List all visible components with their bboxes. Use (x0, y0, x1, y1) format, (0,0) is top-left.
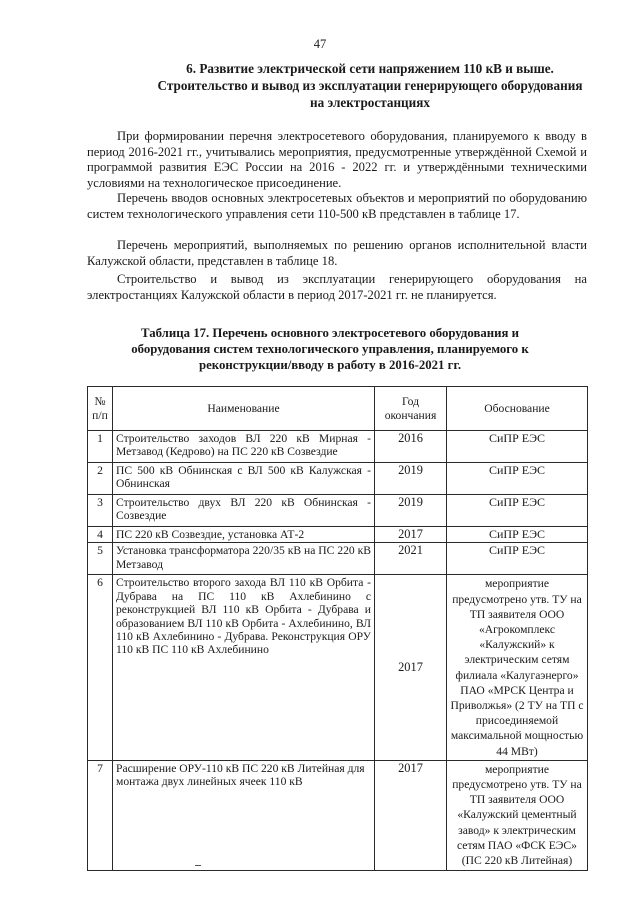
row-year: 2017 (375, 527, 447, 543)
page-number: 47 (313, 37, 327, 51)
row-name: Расширение ОРУ-110 кВ ПС 220 кВ Литейная для монтажа двух линейных ячеек 110 кВ (113, 760, 375, 870)
row-name: Установка трансформатора 220/35 кВ на ПС 220 кВ Метзавод (113, 543, 375, 575)
row-basis: СиПР ЕЭС (447, 431, 588, 463)
paragraph-generation (87, 272, 587, 303)
paragraph-text: Строительство и вывод из эксплуатации генерирующего оборудования на электростанциях Калужской области в период 2017-2021 гг. не планируется. (87, 272, 587, 302)
row-number: 5 (88, 543, 113, 575)
row-number: 1 (88, 431, 113, 463)
header-basis: Обоснование (447, 387, 588, 431)
row-number: 2 (88, 463, 113, 495)
paragraph-table-17-ref (87, 191, 587, 222)
row-name: ПС 220 кВ Созвездие, установка АТ-2 (113, 527, 375, 543)
row-year: 2016 (375, 431, 447, 463)
table-row (88, 527, 588, 543)
row-name: Строительство заходов ВЛ 220 кВ Мирная - Метзавод (Кедрово) на ПС 220 кВ Созвездие (113, 431, 375, 463)
row-year: 2019 (375, 463, 447, 495)
header-name: Наименование (113, 387, 375, 431)
row-basis: СиПР ЕЭС (447, 527, 588, 543)
table-header-row (88, 387, 588, 431)
table-row (88, 431, 588, 463)
paragraph-table-18-ref (87, 238, 587, 269)
row-number: 6 (88, 575, 113, 760)
scan-mark (195, 865, 201, 866)
table-row (88, 543, 588, 575)
row-year: 2017 (375, 760, 447, 870)
row-year: 2017 (375, 575, 447, 760)
row-number: 3 (88, 495, 113, 527)
paragraph-equipment-list (87, 129, 587, 191)
row-basis: СиПР ЕЭС (447, 543, 588, 575)
row-number: 7 (88, 760, 113, 870)
row-basis: СиПР ЕЭС (447, 463, 588, 495)
table-row (88, 575, 588, 760)
paragraph-text: Перечень мероприятий, выполняемых по решению органов исполнительной власти Калужской области, представлен в таблице 18. (87, 238, 587, 268)
section-title: 6. Развитие электрической сети напряжением 110 кВ и выше. Строительство и вывод из эксплуатации генерирующего оборудования на электростанциях (157, 61, 583, 110)
row-name: Строительство второго захода ВЛ 110 кВ Орбита - Дубрава на ПС 110 кВ Ахлебинино с реконструкцией ВЛ 110 кВ Орбита - Дубрава и образованием ВЛ 110 кВ Орбита - Ахлебинино, ВЛ 110 кВ Ахлебинино - Дубрава. Реконструкция ОРУ 110 кВ ПС 110 кВ Ахлебинино (113, 575, 375, 760)
table-row (88, 760, 588, 870)
row-name: ПС 500 кВ Обнинская с ВЛ 500 кВ Калужская - Обнинская (113, 463, 375, 495)
paragraph-text: Перечень вводов основных электросетевых объектов и мероприятий по оборудованию систем технологического управления сети 110-500 кВ представлен в таблице 17. (87, 191, 587, 221)
table-row (88, 495, 588, 527)
row-basis: мероприятие предусмотрено утв. ТУ на ТП заявителя ООО «Агрокомплекс «Калужский» к электрическим сетям филиала «Калугаэнерго» ПАО «МРСК Центра и Приволжья» (2 ТУ на ТП с присоединяемой максимальной мощностью 44 МВт) (447, 575, 588, 760)
row-name: Строительство двух ВЛ 220 кВ Обнинская - Созвездие (113, 495, 375, 527)
header-year: Год окончания (375, 387, 447, 431)
row-basis: мероприятие предусмотрено утв. ТУ на ТП заявителя ООО «Калужский цементный завод» к электрическим сетям ПАО «ФСК ЕЭС» (ПС 220 кВ Литейная) (447, 760, 588, 870)
header-num: № п/п (88, 387, 113, 431)
row-year: 2021 (375, 543, 447, 575)
row-basis: СиПР ЕЭС (447, 495, 588, 527)
row-year: 2019 (375, 495, 447, 527)
table-title: Таблица 17. Перечень основного электросетевого оборудования и оборудования систем технологического управления, планируемого к реконструкции/вводу в работу в 2016-2021 гг. (131, 326, 529, 372)
row-number: 4 (88, 527, 113, 543)
paragraph-text: При формировании перечня электросетевого оборудования, планируемого к вводу в период 2016-2021 гг., учитывались мероприятия, предусмотренные утверждённой Схемой и программой развития ЕЭС России на 2016 - 2022 гг. и утверждёнными техническими условиями на технологическое присоединение. (87, 129, 587, 190)
measures-table (87, 386, 588, 871)
table-row (88, 463, 588, 495)
